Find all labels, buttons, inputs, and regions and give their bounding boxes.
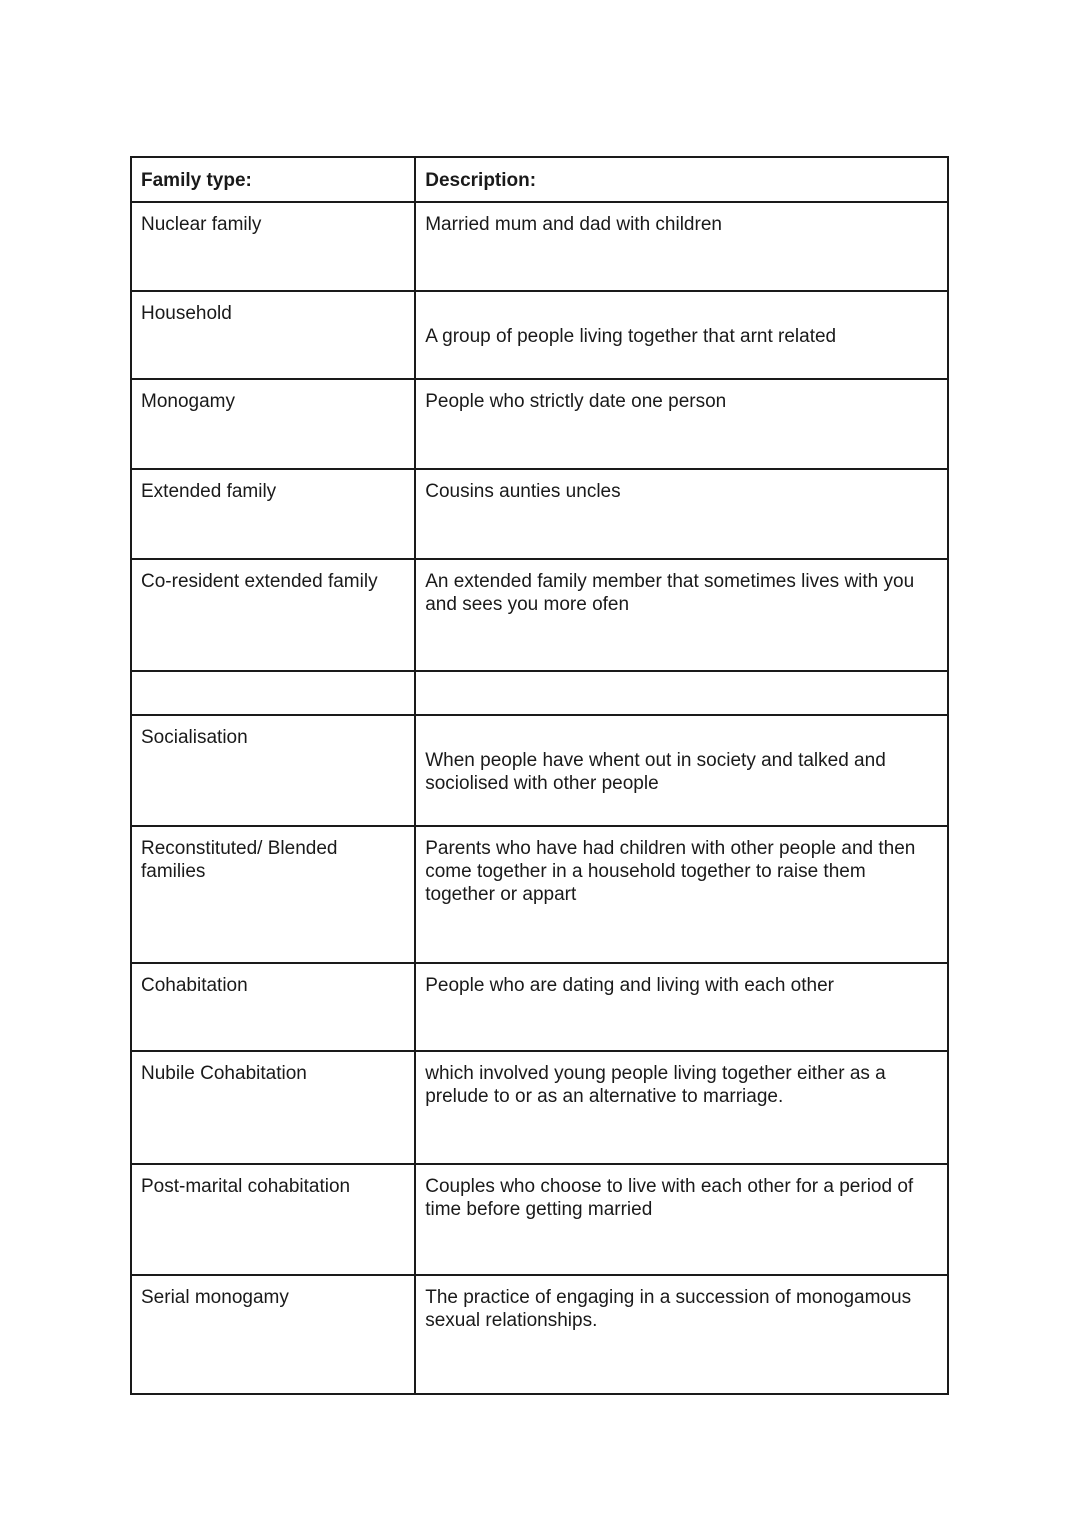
description-text: A group of people living together that arnt related: [425, 326, 837, 347]
family-type-cell: Co-resident extended family: [131, 559, 415, 671]
family-type-cell: [131, 671, 415, 715]
table-row: [131, 826, 948, 963]
family-type-cell: Serial monogamy: [131, 1275, 415, 1394]
table-row: [131, 1275, 948, 1394]
table-row: [131, 379, 948, 469]
family-type-cell: Socialisation: [131, 715, 415, 826]
description-text: When people have whent out in society and talked and sociolised with other people: [425, 750, 886, 794]
family-type-cell: Cohabitation: [131, 963, 415, 1051]
description-cell: Parents who have had children with other people and then come together in a household together to raise them together or appart: [415, 826, 948, 963]
description-cell: People who strictly date one person: [415, 379, 948, 469]
table-row: [131, 202, 948, 291]
header-family-type: Family type:: [131, 157, 415, 202]
table-header-row: [131, 157, 948, 202]
family-type-cell: Reconstituted/ Blended families: [131, 826, 415, 963]
description-cell: An extended family member that sometimes lives with you and sees you more ofen: [415, 559, 948, 671]
description-cell: [415, 671, 948, 715]
table-row: [131, 963, 948, 1051]
description-cell: Cousins aunties uncles: [415, 469, 948, 559]
table-row: [131, 291, 948, 379]
description-cell: [415, 291, 948, 379]
description-cell: Couples who choose to live with each other for a period of time before getting married: [415, 1164, 948, 1275]
table-row: [131, 1051, 948, 1164]
table-row-empty: [131, 671, 948, 715]
table-row: [131, 715, 948, 826]
family-types-table: [130, 156, 949, 1395]
family-type-cell: Household: [131, 291, 415, 379]
table-row: [131, 559, 948, 671]
family-type-cell: Extended family: [131, 469, 415, 559]
family-type-cell: Post-marital cohabitation: [131, 1164, 415, 1275]
description-cell: [415, 715, 948, 826]
description-cell: The practice of engaging in a succession of monogamous sexual relationships.: [415, 1275, 948, 1394]
description-cell: Married mum and dad with children: [415, 202, 948, 291]
family-type-cell: Nuclear family: [131, 202, 415, 291]
family-type-cell: Nubile Cohabitation: [131, 1051, 415, 1164]
header-description: Description:: [415, 157, 948, 202]
family-type-cell: Monogamy: [131, 379, 415, 469]
table-row: [131, 1164, 948, 1275]
description-cell: which involved young people living together either as a prelude to or as an alternative to marriage.: [415, 1051, 948, 1164]
description-cell: People who are dating and living with each other: [415, 963, 948, 1051]
table-row: [131, 469, 948, 559]
